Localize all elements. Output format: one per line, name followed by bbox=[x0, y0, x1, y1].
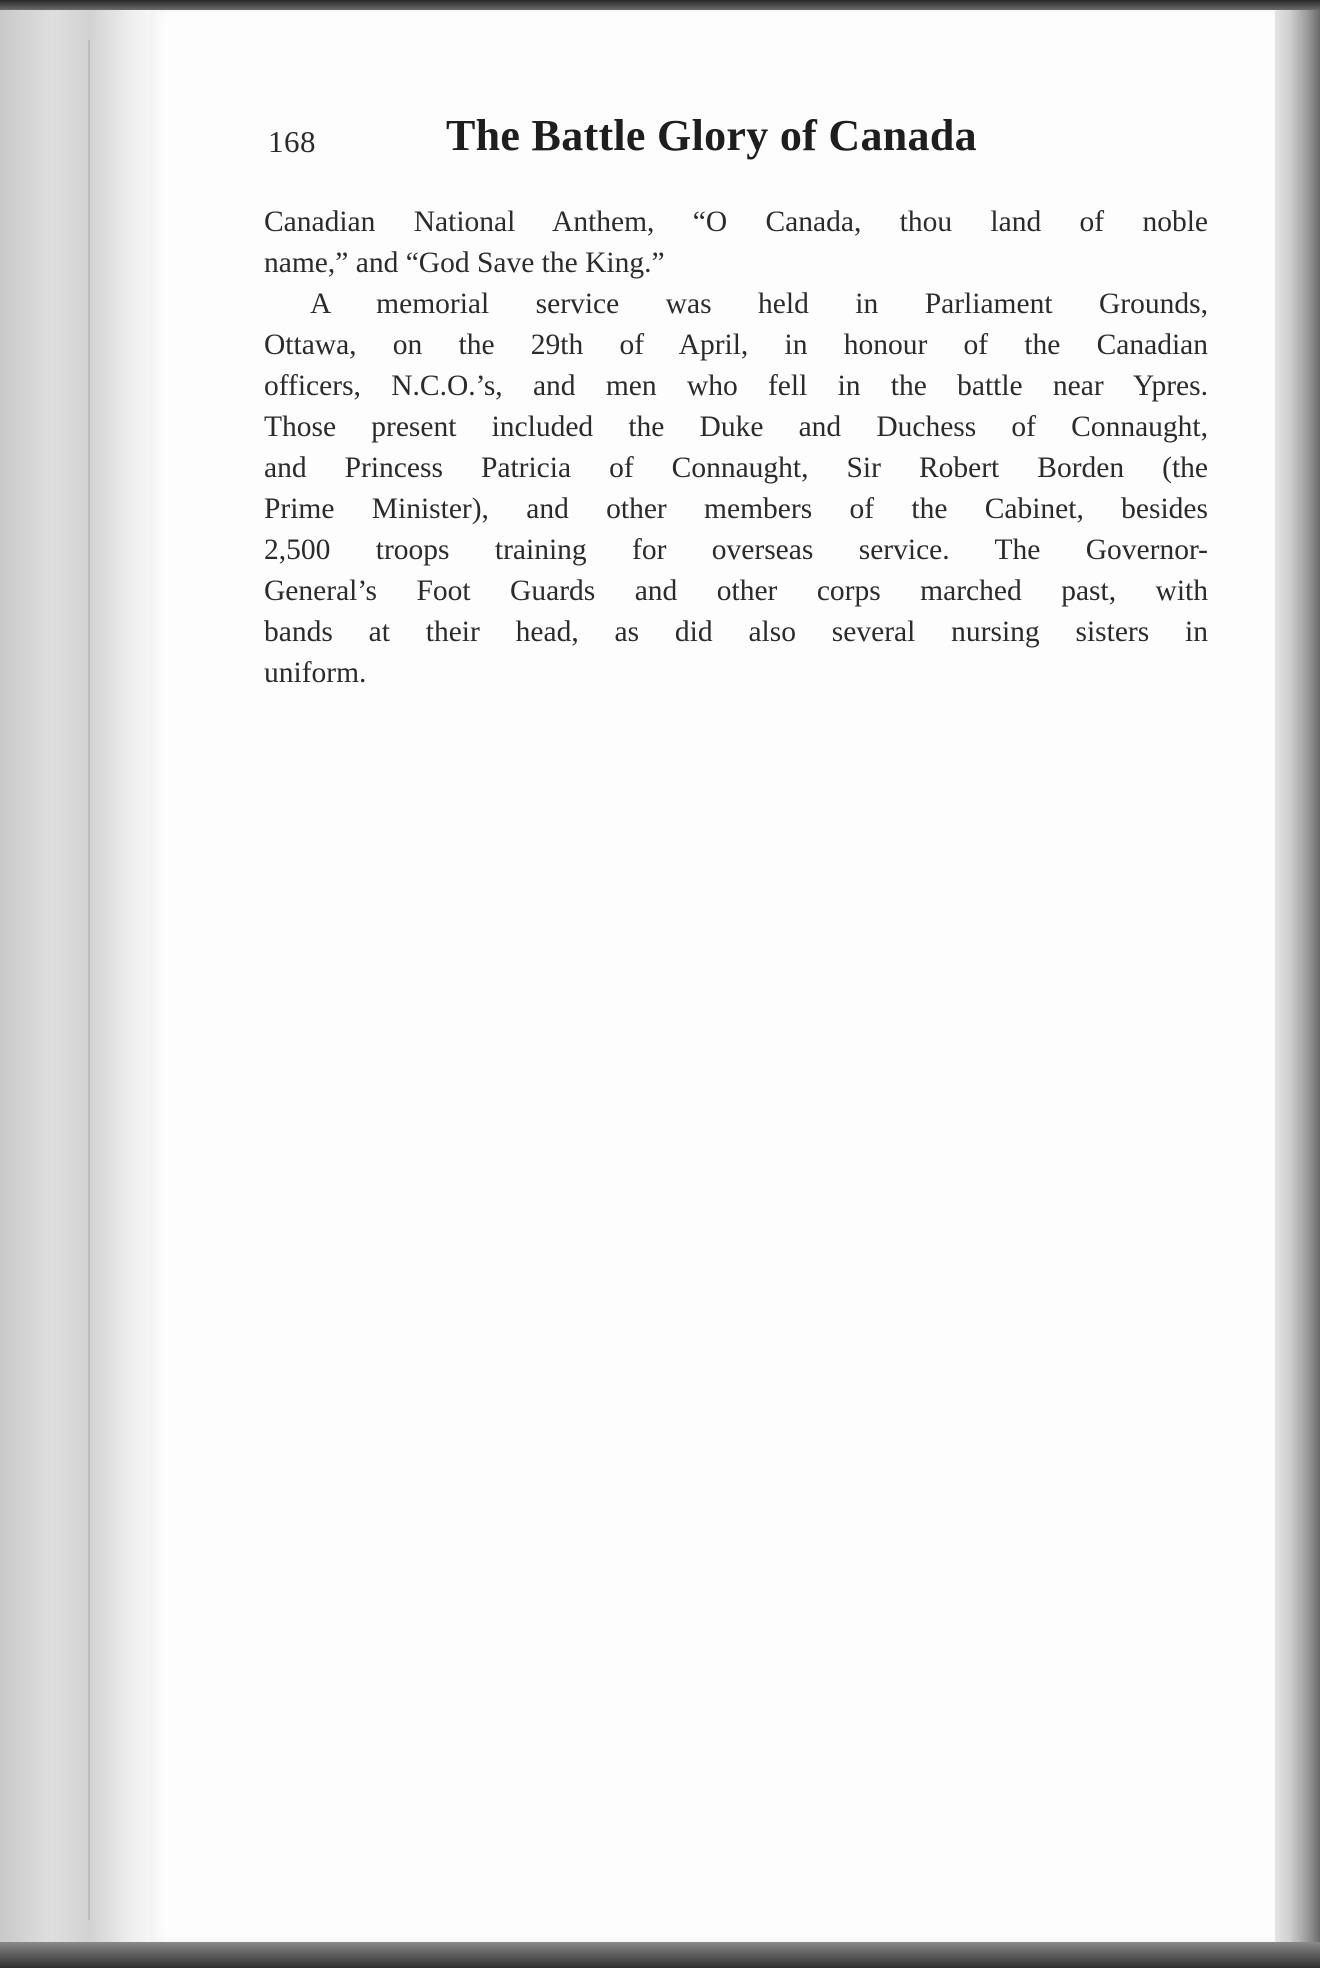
text-line: bands at their head, as did also several nursing sisters in bbox=[264, 616, 1208, 648]
body-text bbox=[264, 202, 1208, 694]
text-line: Those present included the Duke and Duchess of Connaught, bbox=[264, 411, 1208, 443]
text-line: A memorial service was held in Parliament Grounds, bbox=[310, 288, 1208, 320]
text-line: General’s Foot Guards and other corps marched past, with bbox=[264, 575, 1208, 607]
text-line: officers, N.C.O.’s, and men who fell in the battle near Ypres. bbox=[264, 370, 1208, 402]
book-page bbox=[150, 10, 1275, 1942]
text-line: Ottawa, on the 29th of April, in honour of the Canadian bbox=[264, 329, 1208, 361]
paragraph bbox=[264, 202, 1208, 284]
paragraph bbox=[264, 284, 1208, 694]
text-line: 2,500 troops training for overseas service. The Governor- bbox=[264, 534, 1208, 566]
text-line: Prime Minister), and other members of the Cabinet, besides bbox=[264, 493, 1208, 525]
scanner-frame-bottom bbox=[0, 1942, 1320, 1968]
running-title: The Battle Glory of Canada bbox=[446, 111, 977, 160]
text-line: name,” and “God Save the King.” bbox=[264, 247, 665, 279]
scanner-frame-top bbox=[0, 0, 1320, 10]
text-line: and Princess Patricia of Connaught, Sir Robert Borden (the bbox=[264, 452, 1208, 484]
running-head bbox=[268, 110, 1198, 180]
text-line: uniform. bbox=[264, 657, 367, 689]
text-line: Canadian National Anthem, “O Canada, thou land of noble bbox=[264, 206, 1208, 238]
book-right-edge bbox=[1270, 10, 1320, 1942]
page-number: 168 bbox=[268, 124, 316, 159]
book-left-edge bbox=[0, 10, 150, 1942]
